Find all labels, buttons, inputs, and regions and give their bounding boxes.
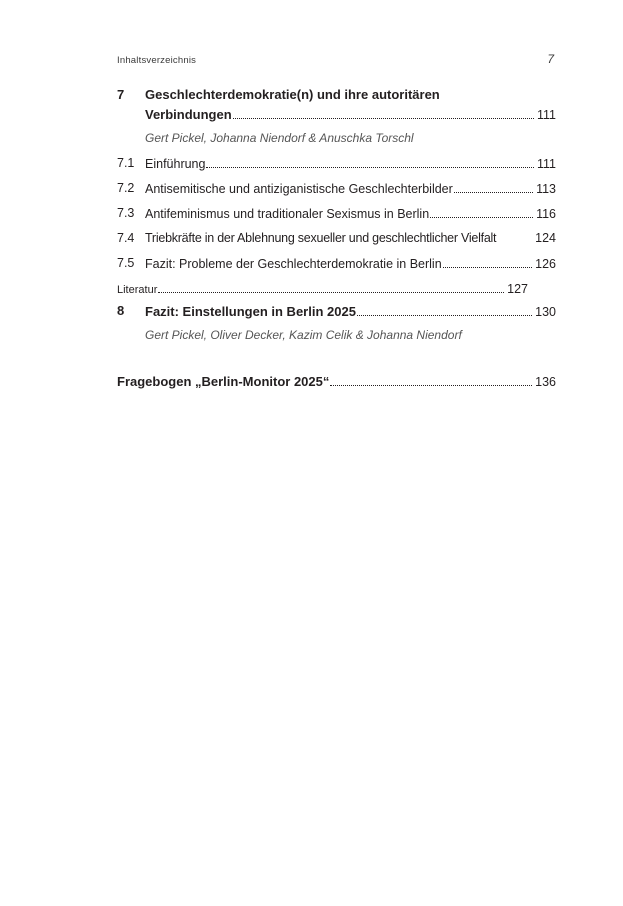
- toc-section-7-3[interactable]: [117, 204, 556, 222]
- dot-leader: [430, 204, 533, 218]
- toc-page-number: 111: [536, 157, 556, 171]
- toc-section-title: Antifeminismus und traditionaler Sexismus in Berlin: [145, 207, 430, 221]
- dot-leader: [330, 372, 532, 386]
- toc-chapter-authors: Gert Pickel, Oliver Decker, Kazim Celik & Johanna Niendorf: [145, 328, 462, 342]
- toc-chapter-title-line1: Geschlechterdemokratie(n) und ihre autoritären: [145, 87, 440, 102]
- dot-leader: [454, 179, 533, 193]
- toc-chapter-number: 7: [117, 87, 125, 102]
- toc-section-title: Einführung: [145, 157, 206, 171]
- toc-section-number: 7.1: [117, 156, 135, 170]
- toc-page-number: 136: [535, 375, 556, 389]
- toc-literatur[interactable]: [117, 279, 556, 297]
- toc-page-number: 124: [535, 231, 556, 245]
- toc-section-7-4[interactable]: [117, 229, 556, 247]
- table-of-contents: [117, 86, 556, 390]
- toc-section-7-2[interactable]: [117, 179, 556, 197]
- toc-chapter-title: Fazit: Einstellungen in Berlin 2025: [145, 304, 356, 319]
- toc-section-number: 7.3: [117, 206, 135, 220]
- toc-page-number: 126: [535, 257, 556, 271]
- dot-leader: [496, 229, 533, 242]
- toc-page-number: 130: [535, 305, 556, 319]
- toc-section-title: Fazit: Probleme der Geschlechterdemokratie in Berlin: [145, 257, 442, 271]
- toc-fragebogen-title: Fragebogen „Berlin-Monitor 2025“: [117, 374, 330, 389]
- toc-page-number: 116: [536, 207, 556, 221]
- toc-chapter-authors: Gert Pickel, Johanna Niendorf & Anuschka Torschl: [145, 131, 414, 145]
- toc-section-number: 7.2: [117, 181, 135, 195]
- running-header: [117, 52, 556, 68]
- toc-fragebogen[interactable]: [117, 372, 556, 390]
- toc-section-title: Antisemitische und antiziganistische Geschlechterbilder: [145, 182, 453, 196]
- toc-chapter-8-heading[interactable]: [117, 302, 556, 320]
- running-header-title: Inhaltsverzeichnis: [117, 55, 197, 66]
- toc-section-number: 7.5: [117, 256, 135, 270]
- dot-leader: [206, 154, 534, 168]
- toc-section-7-1[interactable]: [117, 154, 556, 172]
- dot-leader: [158, 279, 504, 293]
- toc-literatur-title: Literatur: [117, 284, 158, 296]
- page-number: 7: [547, 52, 554, 66]
- toc-chapter-number: 8: [117, 303, 125, 318]
- toc-section-title: Triebkräfte in der Ablehnung sexueller und geschlechtlicher Vielfalt: [145, 231, 497, 245]
- dot-leader: [233, 105, 534, 119]
- dot-leader: [443, 254, 532, 268]
- toc-chapter-title-line2: Verbindungen: [145, 107, 232, 122]
- toc-page-number: 127: [507, 282, 528, 296]
- toc-chapter-7-heading-line2[interactable]: [117, 105, 556, 123]
- toc-section-7-5[interactable]: [117, 254, 556, 272]
- toc-page-number: 111: [536, 108, 556, 122]
- dot-leader: [357, 302, 532, 316]
- toc-page-number: 113: [536, 182, 556, 196]
- toc-chapter-7-heading-line1: [117, 86, 556, 104]
- toc-section-number: 7.4: [117, 231, 135, 245]
